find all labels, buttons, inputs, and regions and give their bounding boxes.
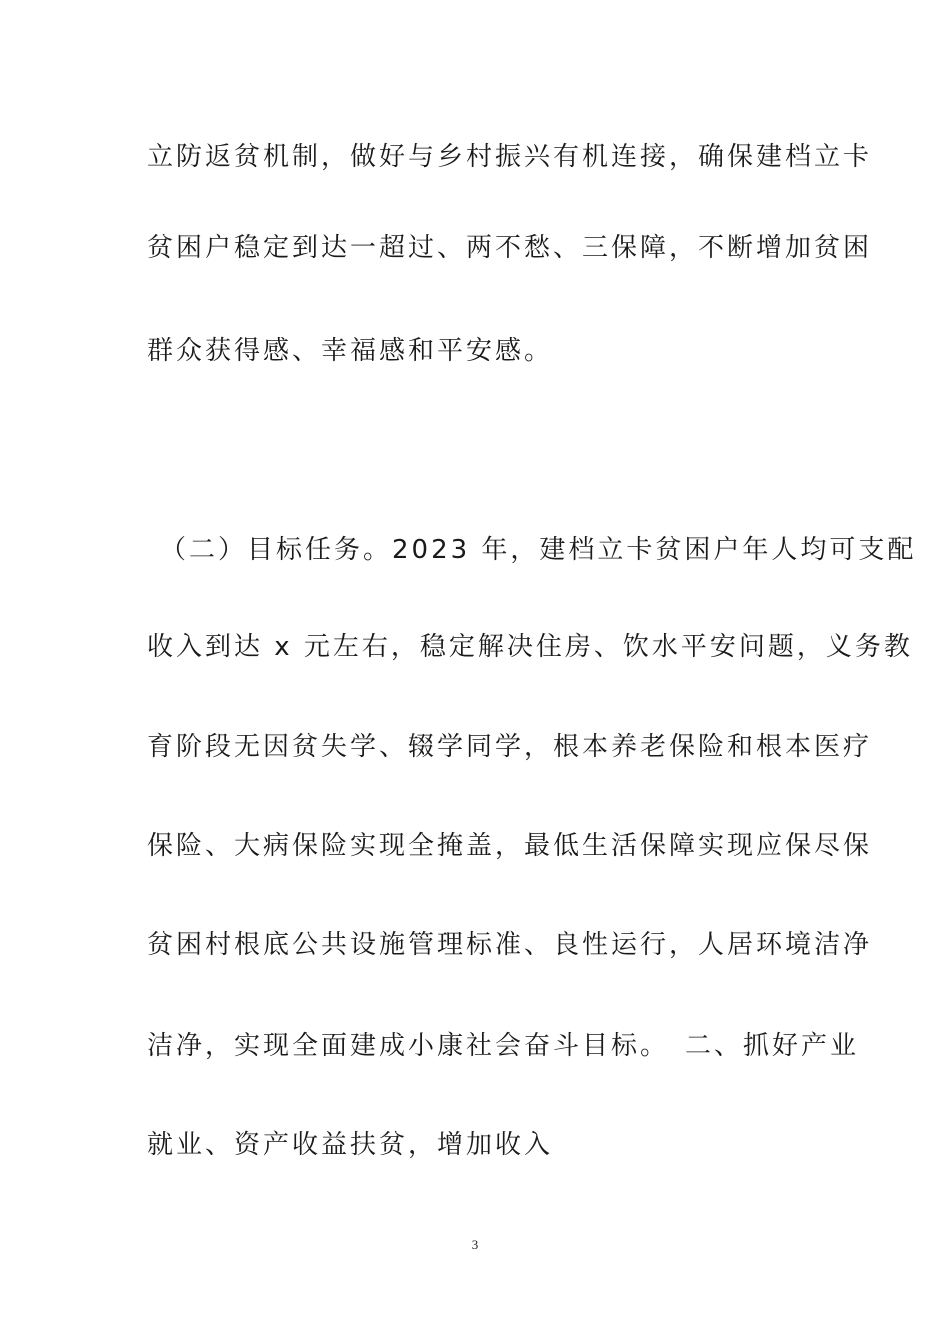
- paragraph-1-line-1: 立防返贫机制，做好与乡村振兴有机连接，确保建档立卡: [147, 142, 873, 172]
- paragraph-2-line-5: 贫困村根底公共设施管理标准、良性运行，人居环境洁净: [147, 930, 873, 960]
- paragraph-2-line-3: 育阶段无因贫失学、辍学同学，根本养老保险和根本医疗: [147, 732, 873, 762]
- paragraph-2-line-1: （二）目标任务。2023 年，建档立卡贫困户年人均可支配: [160, 535, 917, 565]
- page-number: 3: [471, 1237, 479, 1252]
- paragraph-2-line-6: 洁净，实现全面建成小康社会奋斗目标。 二、抓好产业: [147, 1031, 860, 1061]
- paragraph-2-line-4: 保险、大病保险实现全掩盖，最低生活保障实现应保尽保: [147, 831, 873, 861]
- paragraph-1-line-3: 群众获得感、幸福感和平安感。: [147, 336, 554, 366]
- paragraph-2-line-2: 收入到达 x 元左右，稳定解决住房、饮水平安问题，义务教: [147, 632, 913, 662]
- paragraph-1-line-2: 贫困户稳定到达一超过、两不愁、三保障，不断增加贫困: [147, 233, 873, 263]
- paragraph-2-line-7: 就业、资产收益扶贫，增加收入: [147, 1130, 554, 1160]
